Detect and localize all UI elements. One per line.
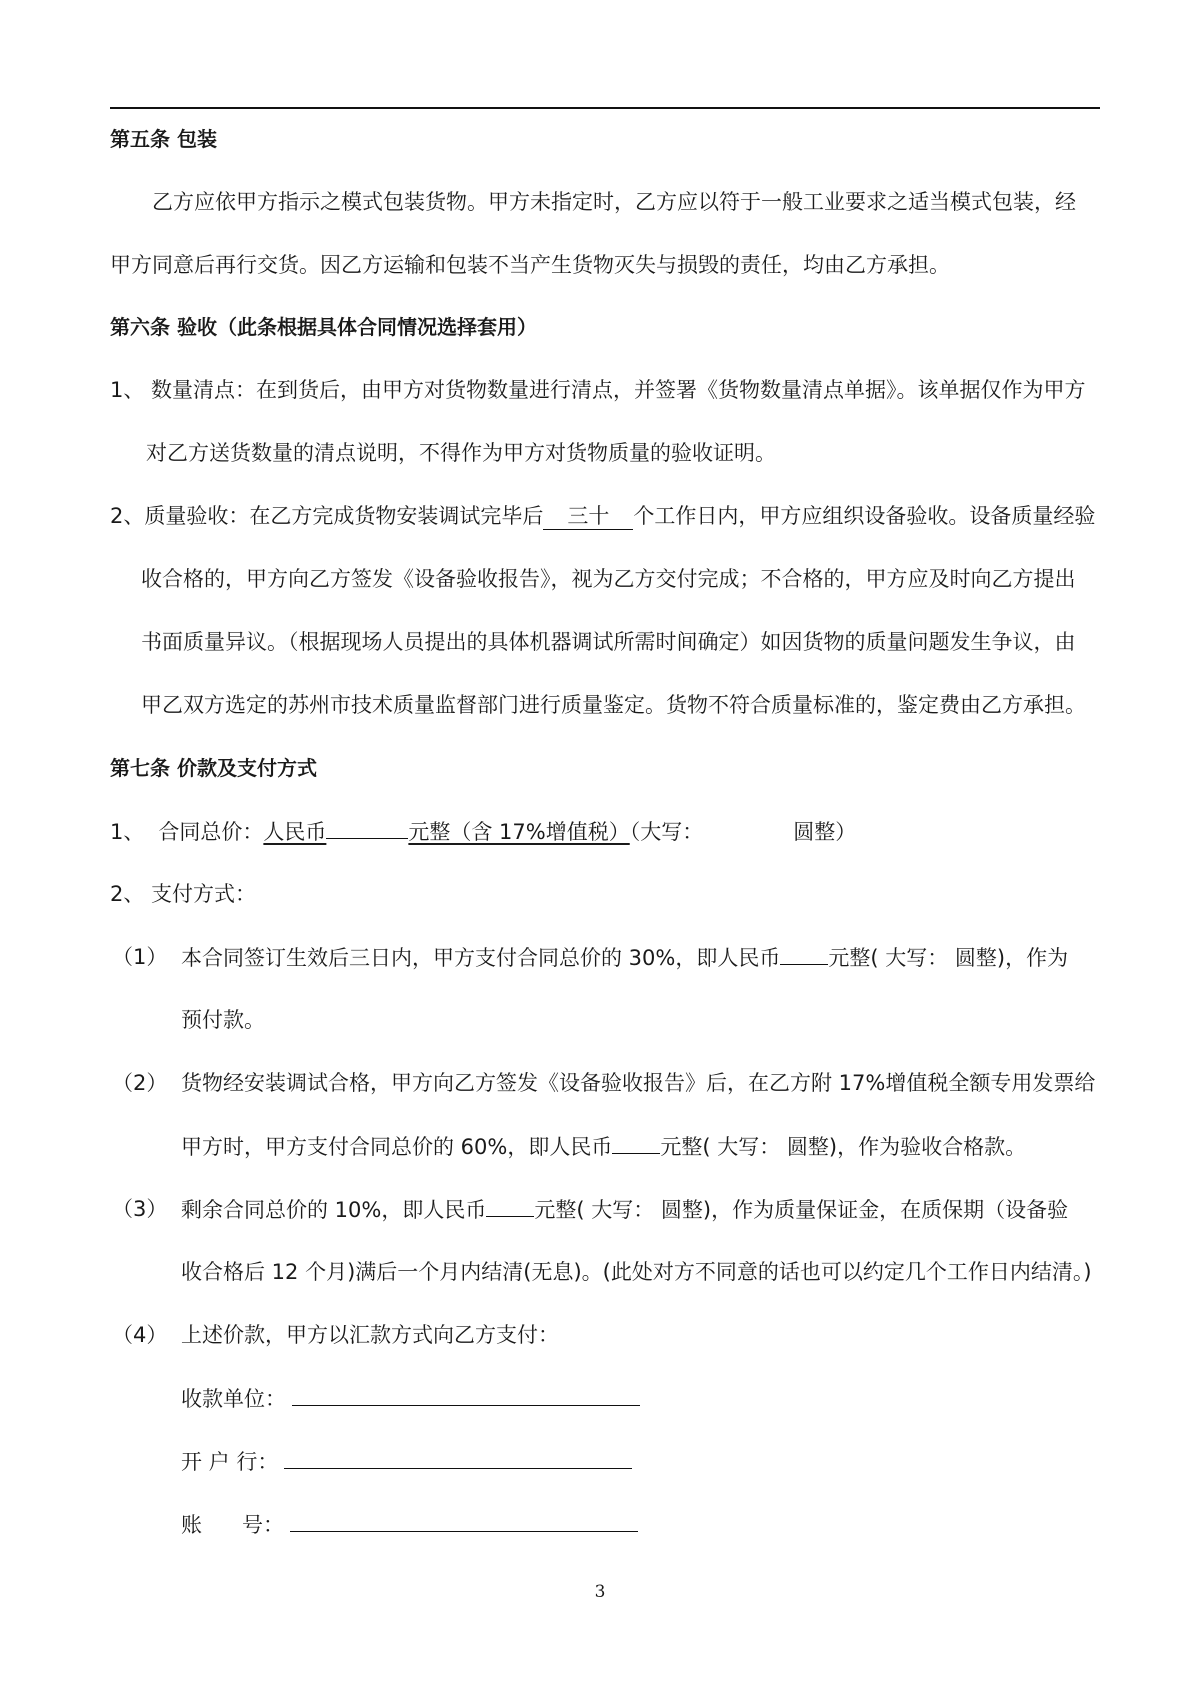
payment-sub-2-line-2: 甲方时，甲方支付合同总价的 60%，即人民币 元整( 大写： 圆整)，作为验收合格款。 bbox=[181, 1131, 1026, 1162]
advance-payment-blank bbox=[780, 942, 828, 965]
article-6-item-2-line-4: 甲乙双方选定的苏州市技术质量监督部门进行质量鉴定。货物不符合质量标准的，鉴定费由乙方承担。 bbox=[141, 693, 1086, 717]
article-7-item-1-number: 1、 bbox=[110, 820, 145, 844]
account-field-row bbox=[181, 1509, 638, 1540]
payment-sub-3-number: （3） bbox=[112, 1197, 168, 1221]
bank-field-row bbox=[181, 1446, 632, 1477]
acceptance-payment-blank bbox=[612, 1131, 660, 1154]
payment-sub-3-line-1: 剩余合同总价的 10%，即人民币 元整( 大写： 圆整)，作为质量保证金，在质保期（设备验 bbox=[181, 1194, 1068, 1225]
page-number: 3 bbox=[594, 1582, 606, 1602]
header-rule bbox=[110, 107, 1100, 109]
bank-label: 开 户 行： bbox=[181, 1450, 279, 1474]
acceptance-days-field: 三十 bbox=[543, 503, 633, 530]
total-price-unit: 元整（含 17%增值税） bbox=[408, 820, 630, 844]
payment-sub-3-line-2: 收合格后 12 个月)满后一个月内结清(无息)。(此处对方不同意的话也可以约定几个工作日内结清。) bbox=[181, 1260, 1092, 1284]
article-6-item-2-line-2: 收合格的，甲方向乙方签发《设备验收报告》，视为乙方交付完成；不合格的，甲方应及时向乙方提出 bbox=[141, 567, 1076, 591]
retention-payment-blank bbox=[486, 1194, 534, 1217]
article-6-item-2-line-1 bbox=[110, 501, 1095, 531]
payment-sub-4-line-1: 上述价款，甲方以汇款方式向乙方支付： bbox=[181, 1323, 559, 1347]
bank-input-line bbox=[284, 1446, 632, 1469]
account-label: 账 号： bbox=[181, 1513, 285, 1537]
article-6-item-2-suffix: 个工作日内，甲方应组织设备验收。设备质量经验 bbox=[633, 504, 1096, 528]
article-6-title: 第六条 验收（此条根据具体合同情况选择套用） bbox=[110, 315, 537, 339]
total-price-rmb: 人民币 bbox=[263, 820, 327, 844]
account-input-line bbox=[290, 1509, 638, 1532]
article-6-item-1-line-1: 1、 数量清点：在到货后，由甲方对货物数量进行清点，并签署《货物数量清点单据》。该单据仅作为甲方 bbox=[110, 378, 1086, 402]
payment-sub-1-number: （1） bbox=[112, 945, 168, 969]
article-6-item-2-line-3: 书面质量异议。（根据现场人员提出的具体机器调试所需时间确定）如因货物的质量问题发生争议，由 bbox=[141, 630, 1076, 654]
payee-label: 收款单位： bbox=[181, 1387, 286, 1411]
article-6-item-1-line-2: 对乙方送货数量的清点说明，不得作为甲方对货物质量的验收证明。 bbox=[146, 441, 776, 465]
article-5-paragraph-line-2: 甲方同意后再行交货。因乙方运输和包装不当产生货物灭失与损毁的责任，均由乙方承担。 bbox=[110, 253, 950, 277]
payment-sub-1-line-2: 预付款。 bbox=[181, 1008, 265, 1032]
article-5-title: 第五条 包装 bbox=[110, 127, 217, 151]
article-7-title: 第七条 价款及支付方式 bbox=[110, 756, 317, 780]
total-price-daxie-end: 圆整） bbox=[793, 820, 857, 844]
payment-method-heading: 2、 支付方式： bbox=[110, 882, 257, 906]
total-price-daxie-label: （大写： bbox=[629, 820, 704, 844]
payee-input-line bbox=[292, 1383, 640, 1406]
total-price-label: 合同总价： bbox=[158, 820, 264, 844]
payment-sub-1-line-1: 本合同签订生效后三日内，甲方支付合同总价的 30%，即人民币 元整( 大写： 圆整)，作为 bbox=[181, 942, 1068, 973]
article-7-item-1 bbox=[110, 816, 856, 847]
payment-sub-2-number: （2） bbox=[112, 1071, 168, 1095]
payee-field-row bbox=[181, 1383, 640, 1414]
payment-sub-2-line-1: 货物经安装调试合格，甲方向乙方签发《设备验收报告》后，在乙方附 17%增值税全额专用发票给 bbox=[181, 1071, 1096, 1095]
payment-sub-4-number: （4） bbox=[112, 1323, 168, 1347]
article-6-item-2-prefix: 2、质量验收：在乙方完成货物安装调试完毕后 bbox=[110, 504, 544, 528]
total-price-blank bbox=[326, 816, 408, 839]
article-5-paragraph-line-1: 乙方应依甲方指示之模式包装货物。甲方未指定时，乙方应以符于一般工业要求之适当模式包装，经 bbox=[152, 190, 1076, 214]
